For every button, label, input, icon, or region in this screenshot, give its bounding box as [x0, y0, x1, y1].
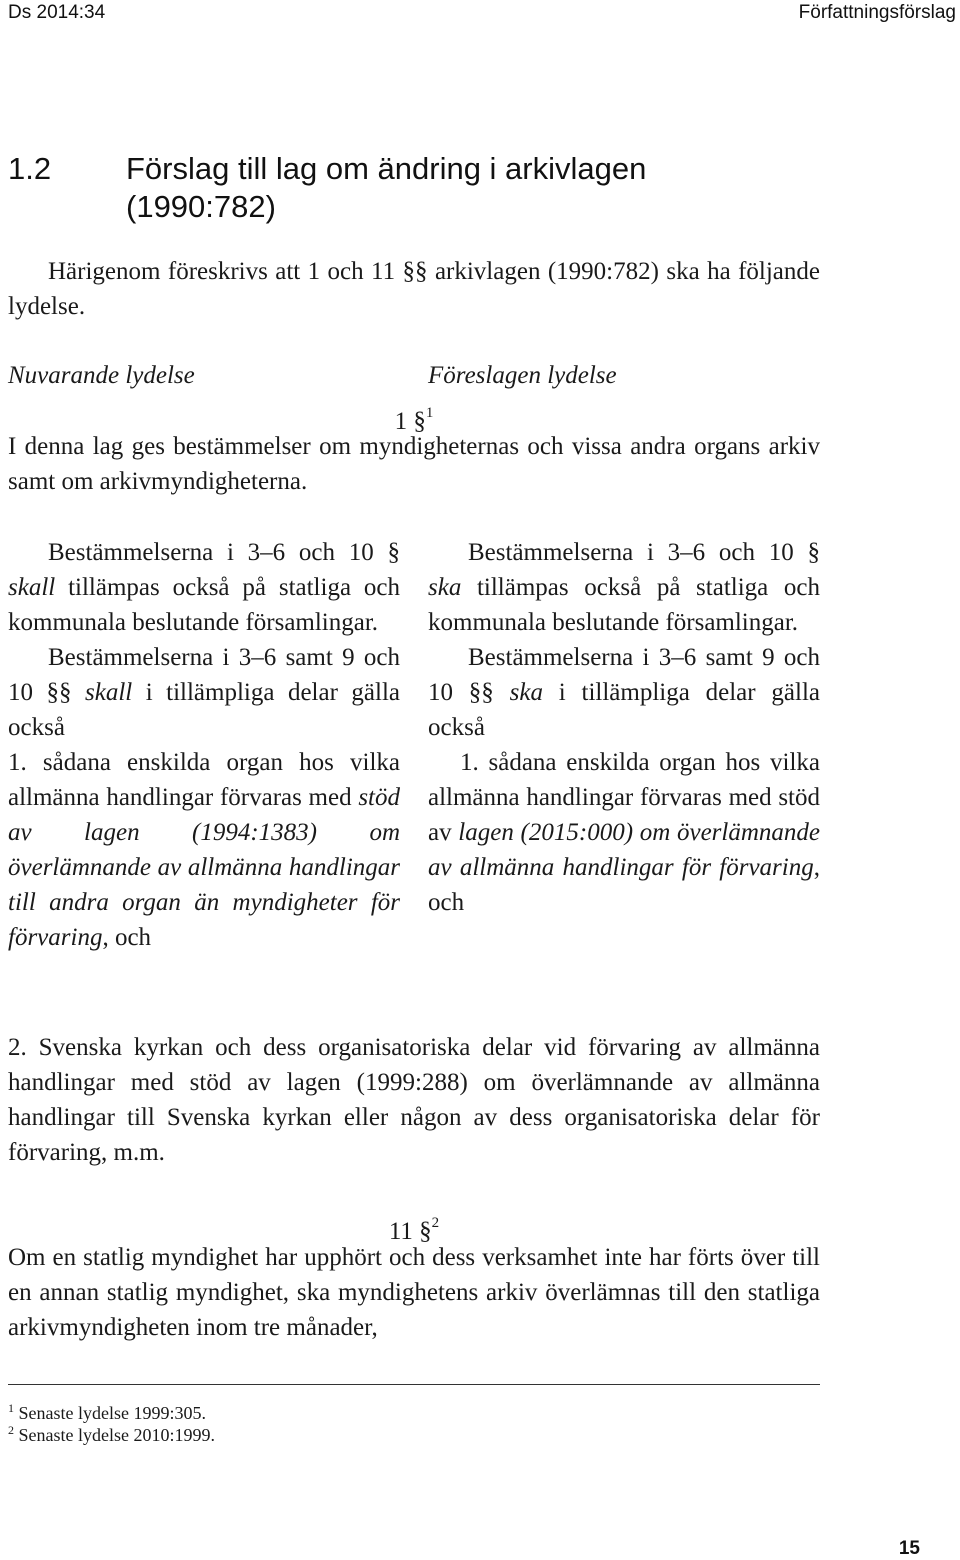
- right-item1-text-b: , och: [428, 854, 820, 916]
- running-header-left: Ds 2014:34: [8, 2, 106, 23]
- left-paragraph-1: [8, 535, 400, 640]
- left-p2-emphasis: skall: [85, 679, 133, 706]
- footnote-2-number: 2: [8, 1423, 14, 1437]
- right-p2-text-b: i tillämpliga delar gälla också: [428, 679, 820, 741]
- left-item-1: [8, 745, 400, 955]
- left-p1-emphasis: skall: [8, 574, 56, 601]
- footnote-2: [8, 1418, 215, 1447]
- right-column-proposed: [428, 535, 820, 920]
- footnote-1-number: 1: [8, 1401, 14, 1415]
- left-p2-text-b: i tillämpliga delar gälla också: [8, 679, 401, 741]
- left-p1-text-b: tillämpas också på statliga och kommunala beslutande församlingar.: [8, 574, 400, 636]
- right-p1-emphasis: ska: [428, 574, 462, 601]
- right-item1-text-a: 1. sådana enskilda organ hos vilka allmänna handlingar förvaras med stöd av: [428, 749, 820, 846]
- left-item1-text-a: 1. sådana enskilda organ hos vilka allmänna handlingar förvaras med: [8, 749, 400, 811]
- running-header-right: Författningsförslag: [798, 2, 956, 23]
- section-11-number: 11 §: [388, 1218, 432, 1245]
- right-paragraph-2: [428, 640, 820, 745]
- footnote-divider: [8, 1384, 820, 1385]
- section-heading: [8, 150, 708, 226]
- item-2-paragraph: 2. Svenska kyrkan och dess organisatoriska delar vid förvaring av allmänna handlingar med stöd av lagen (1999:288) om överlämnande av allmänna handlingar till Svenska kyrkan eller någon av dess organisatoriska delar för förvaring, m.m.: [8, 1034, 820, 1166]
- right-paragraph-1: [428, 535, 820, 640]
- column-title-proposed: Föreslagen lydelse: [428, 362, 617, 389]
- left-column-current: [8, 535, 400, 955]
- right-p1-text-a: Bestämmelserna i 3–6 och 10 §: [468, 539, 820, 566]
- heading-number: 1.2: [8, 151, 52, 186]
- intro-paragraph: Härigenom föreskrivs att 1 och 11 §§ arkivlagen (1990:782) ska ha följande lydelse.: [8, 258, 820, 320]
- left-item1-emphasis: stöd av lagen (1994:1383) om överlämnande av allmänna handlingar till andra organ än myndigheter för förvaring: [8, 784, 400, 951]
- footnote-2-text: Senaste lydelse 2010:1999.: [18, 1425, 215, 1445]
- column-title-current: Nuvarande lydelse: [8, 362, 195, 389]
- section-1-number: 1 §: [394, 408, 426, 435]
- footnote-ref-1: 1: [425, 405, 434, 421]
- right-p2-emphasis: ska: [509, 679, 543, 706]
- right-p1-text-b: tillämpas också på statliga och kommunala beslutande församlingar.: [428, 574, 820, 636]
- right-item1-emphasis: lagen (2015:000) om överlämnande av allmänna handlingar för förvaring: [428, 819, 820, 881]
- section-11-text: Om en statlig myndighet har upphört och dess verksamhet inte har förts över till en annan statlig myndighet, ska myndighetens arkiv överlämnas till den statliga arkivmyndigheten inom tre månader,: [8, 1244, 820, 1341]
- right-p2-text-a: Bestämmelserna i 3–6 samt 9 och 10 §§: [428, 644, 820, 706]
- left-p1-text-a: Bestämmelserna i 3–6 och 10 §: [48, 539, 400, 566]
- page-number: 15: [898, 1538, 920, 1559]
- right-item-1: [428, 745, 820, 920]
- heading-title: Förslag till lag om ändring i arkivlagen (1990:782): [126, 151, 647, 224]
- footnote-1-text: Senaste lydelse 1999:305.: [18, 1403, 206, 1423]
- footnote-ref-2: 2: [431, 1215, 440, 1231]
- left-paragraph-2: [8, 640, 400, 745]
- left-p2-text-a: Bestämmelserna i 3–6 samt 9 och 10 §§: [8, 644, 400, 706]
- left-item1-text-b: , och: [102, 924, 152, 951]
- section-1-common-text: I denna lag ges bestämmelser om myndigheternas och vissa andra organs arkiv samt om arkivmyndigheterna.: [8, 433, 820, 495]
